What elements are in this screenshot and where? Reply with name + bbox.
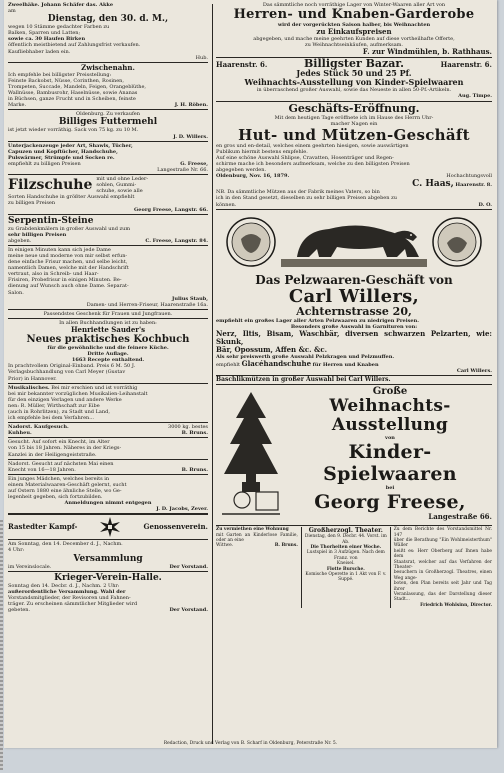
ad-krieger-verein	[8, 573, 208, 613]
ad-line: für den einzigen Verlagen und andere Werke	[8, 396, 122, 403]
ad-line	[8, 102, 208, 108]
ad-headline: Rastedter Kampf-	[8, 522, 78, 532]
ad-line: von 15 bis 18 Jahren. Näheres in der Kriegs-	[8, 445, 122, 452]
ad-line: in Büchsen, ganze Frucht und in Scheiben, feinste	[8, 96, 136, 103]
ad-geschenk	[8, 311, 208, 317]
ad-line: Feinste Backobst, Nüsse, Corinthen, Rosinen,	[8, 77, 124, 84]
ad-line: abgeben.	[8, 237, 32, 244]
ad-address: Haarenstr. 6.	[440, 60, 492, 70]
ad-subheadline: Weihnachts-Ausstellung von Kinder-Spielwaaren	[244, 77, 464, 88]
ad-headline: Filzschuhe	[8, 176, 93, 193]
ad-kaufgesuch	[8, 424, 208, 436]
ad-headline: Nadorst. Kaufgesuch.	[8, 424, 69, 431]
ad-line: in überraschend großer Auswahl, sowie das Neueste in allen 50-Pf.-Artikeln.	[256, 87, 452, 94]
page-footer: Redaction, Druck und Verlag von B. Scharf in Oldenburg, Peterstraße Nr. 5.	[163, 741, 338, 746]
ad-line: meine neue und moderne von mir selbst erfun-	[8, 253, 128, 259]
ad-line	[8, 238, 208, 244]
ad-line: macher Nagen ein	[330, 120, 378, 127]
margin-strip	[0, 520, 3, 770]
ad-signature: Hub.	[195, 54, 208, 61]
ad-timber-auction	[8, 2, 208, 61]
ad-line: Balken, Sparren und Latten;	[8, 30, 81, 37]
ad-line	[8, 430, 208, 436]
ad-line: sehr billigen Preisen	[8, 231, 67, 238]
ad-line: zu Grabdenkmälern in großer Auswahl und zum	[8, 225, 131, 232]
ad-line: dene einfache Frisur machen, und selbe leicht,	[8, 259, 128, 266]
ad-line	[216, 202, 492, 208]
ad-line: Die Thorheiten einer Woche.	[310, 544, 382, 550]
divider	[8, 141, 208, 142]
ad-line: Prior) in Hannover.	[8, 375, 57, 382]
divider	[8, 245, 208, 246]
ad-line: legenheit gegeben, sich fortzubilden.	[8, 494, 103, 501]
iron-cross-icon	[99, 516, 121, 538]
ad-line: auf Ostern 1880 eine ähnliche Stelle, wo Ge-	[8, 488, 122, 494]
ad-bericht	[394, 527, 492, 608]
ad-line: Capuzen und Kopftücher, Handschuhe,	[8, 148, 118, 155]
ad-line: Sorten Handschuhe in größter Auswahl empfiehlt	[8, 194, 135, 201]
ad-signature: J. H. Röben.	[174, 102, 208, 109]
ad-pelzwaaren	[216, 211, 492, 384]
ad-line: können.	[216, 201, 237, 208]
ad-nadorst-knecht	[8, 461, 208, 473]
ad-line: Knecht von 16—18 Jahren.	[8, 466, 76, 473]
divider	[8, 571, 208, 572]
ad-row	[8, 176, 208, 194]
ad-line: Komische Operette in 1 Akt von F. v. Suppé.	[305, 572, 387, 583]
ad-headline: Georg Freese,	[314, 491, 466, 514]
ad-headline: Weihnachts-Ausstellung	[329, 396, 451, 436]
ad-line	[8, 467, 208, 473]
ad-maedchen	[8, 476, 208, 513]
ad-line: Oldenburg, Nov. 16, 1879.	[216, 173, 290, 180]
ad-line: Unterjackenzeuge jeder Art, Shawls, Tücher,	[8, 142, 133, 149]
divider	[216, 384, 492, 385]
ad-signature: Carl Willers.	[456, 367, 492, 374]
ad-line: über die Berathung "Ein Wohlmeisterthum" Wäller	[393, 537, 492, 549]
ad-line: Zweelhäke. Johann Schäfer das. Akke	[8, 2, 114, 8]
ad-unterjacken	[8, 143, 208, 173]
ad-signature: Aug. Timpe.	[458, 93, 492, 100]
divider	[8, 474, 208, 475]
ad-line: öffentlich meistbietend auf Zahlungsfrist verkaufen.	[8, 42, 141, 49]
ad-signature: D. O.	[478, 201, 492, 208]
ad-line: Hochachtungsvoll	[446, 173, 492, 180]
ad-address: Haarenstr. 6.	[216, 60, 268, 70]
ad-line: Kuhheu.	[8, 430, 32, 437]
ad-line: heißt es: Herr Oberberg auf Ihnen habe dem	[393, 548, 492, 560]
ad-line: Auf eine schöne Auswahl Shlipse, Cravatten, Hosenträger und Regen-	[216, 154, 394, 161]
ad-weihnachts-ausstellung	[216, 386, 492, 524]
ad-line: bei	[385, 485, 395, 492]
divider	[8, 422, 208, 423]
ad-signature: B. Bruns.	[181, 466, 208, 473]
ad-line: NB. Da sämmtliche Mützen aus der Fabrik meines Vaters, so bin	[216, 189, 380, 196]
ad-line: ich empfehle bei dem Verfahren...	[8, 415, 95, 422]
ad-signature: C. Haas,	[412, 179, 454, 190]
ad-subheadline: Glacéhandschuhe	[241, 358, 312, 368]
newspaper-page	[4, 0, 497, 748]
ad-line: zu billigen Preisen	[8, 200, 56, 207]
ad-signature: Der Vorstand.	[169, 563, 208, 570]
ad-line: abgegeben werden.	[216, 167, 267, 174]
ad-signature: Friedrich Wohlsinn, Director.	[420, 602, 492, 608]
ad-futtermehl	[8, 111, 208, 139]
ad-line	[216, 543, 298, 548]
ad-kochbuch	[8, 320, 208, 382]
ad-headline: Carl Willers,	[288, 285, 420, 307]
ad-signature: C. Freese, Langstr. 84.	[145, 237, 208, 244]
ad-line: Ich empfehle bei billigster Preisstellung:	[8, 71, 112, 78]
ad-line: von	[385, 435, 395, 442]
ad-headline: Große	[372, 386, 408, 398]
ad-line: Kneisel.	[336, 561, 355, 567]
ad-line: Ein junges Mädchen, welches bereits in	[8, 475, 110, 482]
ad-line: Wittwe.	[216, 543, 234, 549]
ad-line: Vorstandsmitglieder, der Revisoren und Fahnen-	[8, 594, 131, 601]
ad-author: Henriette Sauder's	[70, 325, 146, 335]
ad-kampfgenossen	[8, 516, 208, 538]
ad-line: Bei mir erschien und ist vorräthig	[51, 384, 138, 391]
ad-line: empfiehlt ein großes Lager aller Arten Pelzwaaren zu niedrigen Preisen.	[216, 317, 419, 324]
ad-line: Frisiren, Probefrisur in einigen Minuten. Be-	[8, 277, 122, 284]
divider	[8, 437, 208, 438]
xmas-text	[288, 386, 492, 521]
ad-line: Als sehr preiswerth große Auswahl Pelzkragen und Pelzmuffen.	[216, 353, 395, 360]
ad-signature: Georg Freese, Langstr. 66.	[134, 206, 208, 213]
ad-line: Oldenburg. Zu verkaufen	[76, 111, 140, 118]
ad-headline: Kinder-Spielwaaren	[323, 441, 457, 486]
ad-line: empfiehlt zu billigen Preisen	[8, 160, 81, 167]
ad-filzschuhe	[8, 176, 208, 213]
ad-headline: Das Pelzwaaren-Geschäft von	[255, 272, 453, 287]
bear-illustration-icon	[219, 211, 489, 273]
ad-line: sowie ca. 30 Haufen Birken	[8, 36, 86, 43]
divider	[8, 513, 208, 515]
ad-line: ist jetzt wieder vorräthig. Sack von 75 kg. zu 10 M.	[8, 127, 139, 134]
ad-theater	[305, 527, 387, 608]
ad-line: für Herren und Knaben	[312, 361, 379, 368]
ad-line: Zu vermiethen eine Wohnung	[216, 527, 289, 533]
ad-row	[8, 516, 208, 538]
ad-headline: Herren- und Knaben-Garderobe	[233, 7, 475, 23]
ad-line: Am Sonntag, den 14. December d. J., Nachm.	[8, 541, 123, 548]
ad-line: In prachtvollem Original-Einband. Preis 6 M. 50 J.	[8, 363, 136, 370]
ad-signature: Julius Staub,	[171, 295, 208, 302]
ad-headline: Hut- und Mützen-Geschäft	[238, 125, 470, 144]
ad-line: namentlich Damen, welche mit der Handschrift	[8, 265, 129, 272]
divider	[8, 109, 208, 110]
ad-line	[8, 607, 208, 613]
ad-headline: Krieger-Verein-Halle.	[54, 572, 162, 583]
ad-line: Nerz, Iltis, Bisam, Waschbär, diversen schwarzen Pelzarten, wie: Skunk,	[216, 328, 492, 346]
ad-line: Wallnüsse, Bambusrohr, Haselnüsse, sowie Ananas	[8, 90, 138, 97]
ad-line: einem Materialwaaren-Geschäft gelernt, sucht	[8, 481, 127, 488]
ad-headline: Zwischenahn.	[81, 62, 135, 72]
ad-line: 3000 kg. bestes	[168, 424, 208, 431]
ad-geschaefts-eroeffnung	[216, 103, 492, 208]
ad-line: mit Garten an Kinderlose Familie, oder an eine	[216, 532, 298, 543]
ad-line: Passendstes Geschenk für Frauen und Jungfrauen.	[43, 310, 173, 317]
ad-line: schirme mache ich besonders aufmerksam, welche zu den billigsten Preisen	[216, 161, 410, 168]
ad-signature: J. D. Willers.	[173, 133, 208, 140]
right-column	[216, 2, 492, 744]
ad-line: wird der vorgerückten Saison halber, bis Weihnachten	[277, 22, 431, 29]
ad-line: sohlen, Gummi-	[96, 182, 137, 189]
ad-line: empfiehlt	[216, 361, 241, 368]
ad-line: Marke.	[8, 102, 27, 109]
left-column	[8, 2, 208, 744]
column-divider	[212, 4, 213, 744]
ad-line: Gesucht. Auf sofort ein Knecht, im Alter	[8, 439, 110, 446]
ad-line: Nadorst. Gesucht auf nächsten Mai einen	[8, 460, 114, 467]
ad-line: abgegeben, und mache meine geehrten Kunden auf diese vortheilhafte Offerte,	[253, 36, 455, 43]
ad-line: Verlagsbuchhandlung von Carl Meyer (Gustav	[8, 369, 126, 376]
ad-line: für die gewöhnliche und die feinere Küche.	[47, 345, 169, 352]
ad-line: dienung auf Wunsch auch ohne Dame. Separat-	[8, 283, 129, 290]
ad-line: Das sämmtliche noch vorräthige Lager von Winter-Waaren aller Art von	[262, 2, 446, 8]
ad-line	[8, 564, 208, 570]
christmas-tree-icon	[216, 388, 286, 520]
ad-address: Damen- und Herren-Friseur, Haarenstraße 16a.	[86, 301, 208, 308]
ad-address: Haarenstr. 8.	[455, 182, 492, 189]
ad-line: Zu dem Berichte des Vorstandsmittel Nr. 147	[393, 527, 492, 538]
divider	[8, 383, 208, 384]
ad-line: Pulswärmer, Strümpfe und Socken re.	[8, 154, 115, 161]
ad-row	[216, 179, 492, 189]
divider	[8, 539, 208, 540]
ad-line: Dienstag, den 9. Decbr. 44. Vorst. im Ab.	[304, 534, 387, 545]
ad-line: Kanzlei in der Heiligengeiststraße.	[8, 451, 97, 458]
ad-line: Lustspiel in 3 Aufzügen. Nach dem Franz. von	[306, 550, 385, 561]
ad-headline: Anmeldungen nimmt entgegen	[64, 500, 152, 507]
ad-line: Publikum hiermit bestens empfehle.	[216, 148, 308, 155]
ad-line: wegen 10 Stämme gedachter Farben zu	[8, 24, 110, 31]
divider	[8, 318, 208, 319]
ad-vermiethen	[216, 527, 298, 608]
ad-signature: F. zur Windmühlen, b. Rathhaus.	[362, 47, 492, 57]
ad-line: vertraut, also in Schreib- und Haar-	[8, 271, 99, 278]
ad-line: Kaufliebhaber laden ein.	[8, 48, 71, 55]
ad-line: 4 Uhr:	[8, 547, 25, 554]
ad-line: Flotte Bursche.	[326, 566, 365, 572]
ad-bottom-row	[216, 527, 492, 608]
ad-headline: Großherzogl. Theater.	[308, 527, 383, 535]
ad-signature: J. D. Jacobs, Zever.	[156, 506, 208, 513]
ad-line: Dritte Auflage.	[87, 351, 129, 358]
divider	[8, 214, 208, 215]
ad-line: nen: R. Müller, Wirthschaft zur Eibe	[8, 402, 100, 409]
ad-versammlung	[8, 541, 208, 569]
ad-frisur	[8, 247, 208, 308]
divider	[216, 209, 492, 210]
ad-line: In allen Buchhandlungen ist zu haben:	[59, 319, 157, 326]
ad-subheadline: zu Einkaufspreisen	[316, 27, 392, 37]
divider	[216, 525, 492, 526]
ad-line: (auch in Rohrlitzen), zu Stadt und Land,	[8, 408, 110, 415]
ad-line: Bär, Opossum, Affen &c. &c.	[216, 344, 328, 354]
ad-line: ich in den Stand gesetzt, dieselben zu sehr billigen Preisen abgeben zu	[216, 195, 397, 202]
ad-line: außerordentliche Versammlung. Wahl der	[8, 588, 126, 595]
ad-line: en gros und en-detail, welches einem geehrten hiesigen, sowie auswärtigen	[216, 142, 409, 149]
ad-line: bei mir bekannter vorzüglichen Musikalien-Leihanstalt	[8, 390, 148, 397]
ad-line: Sonntag den 14. Decbr. d. J., Nachm. 2 Uhr:	[8, 582, 120, 589]
divider	[8, 309, 208, 310]
ad-line: Salon.	[8, 289, 24, 296]
column-divider	[301, 527, 302, 608]
ad-line: Jedes Stück 50 und 25 Pf.	[296, 68, 412, 79]
ad-headline: Serpentin-Steine	[8, 215, 94, 226]
ad-address: Achternstrasse 20,	[296, 304, 412, 318]
divider	[8, 459, 208, 460]
ad-line: zu Weihnachtseinkäufen, aufmerksam.	[304, 42, 404, 49]
ad-headline: Billigster Bazar.	[303, 57, 404, 71]
ad-herren-garderobe	[216, 2, 492, 56]
ad-headline: Versammlung	[73, 553, 143, 564]
ad-line: mit und ohne Leder-	[96, 176, 149, 183]
ad-zwischenahn	[8, 64, 208, 109]
ad-signature: G. Freese,	[180, 160, 208, 167]
ad-billigster-bazar	[216, 59, 492, 99]
ad-line: im Vereinslocale.	[8, 563, 52, 570]
ad-line: schuhe, sowie alle	[96, 188, 143, 195]
ad-line: boten, den Plan bereits seit Jahr und Tag ihrer	[393, 581, 492, 592]
ad-line: Baschlikmützen in großer Auswahl bei Carl Willers.	[216, 376, 391, 384]
ad-line: Veranlassung, das der Darstellung dieser Stadt...	[393, 592, 492, 603]
ad-headline: Geschäfts-Eröffnung.	[288, 101, 420, 115]
ad-signature: Der Vorstand.	[169, 607, 208, 614]
ad-line: Besonders große Auswahl in Garnituren von:	[290, 323, 418, 330]
ad-signature: B. Bruns.	[181, 430, 208, 437]
ad-address: Langestraße Nr. 66.	[157, 166, 208, 173]
ad-side-text	[96, 176, 148, 194]
ad-line: In einigen Minuten kann sich jede Dame	[8, 246, 111, 253]
ad-line: besuchern in Großherzogl. Theatres, einen Weg ange-	[393, 570, 492, 581]
ad-headline: Neues praktisches Kochbuch	[26, 334, 190, 346]
ad-signature: B. Bruns.	[274, 543, 298, 549]
divider	[8, 174, 208, 175]
ad-line: 1663 Recepte enthaltend.	[71, 357, 145, 364]
ad-address: Langestraße 66.	[428, 512, 492, 522]
ad-headline: Musikalisches.	[8, 384, 50, 391]
ad-headline: Dienstag, den 30. d. M.,	[47, 14, 169, 25]
ad-line: Mit dem heutigen Tage eröffnete ich im Hause des Herrn Uhr-	[274, 114, 434, 121]
ad-headline: Genossenverein.	[143, 522, 208, 532]
column-divider	[390, 527, 391, 608]
ad-knecht-gesucht	[8, 439, 208, 457]
ad-line: Trompeten, Succade, Mandeln, Feigen, Orangeblüthe,	[8, 83, 147, 90]
ad-headline: Billiges Futtermehl	[58, 117, 158, 128]
ad-musikalisches	[8, 385, 208, 422]
ad-line: träger. Zu erscheinen sämmtlicher Mitglieder wird	[8, 600, 138, 607]
ad-line: Staatsrat, welcher auf das Verfahren der Theater-	[393, 559, 492, 570]
ad-line: am	[8, 8, 16, 15]
ad-line: gebeten.	[8, 607, 31, 614]
ad-serpentin	[8, 216, 208, 244]
